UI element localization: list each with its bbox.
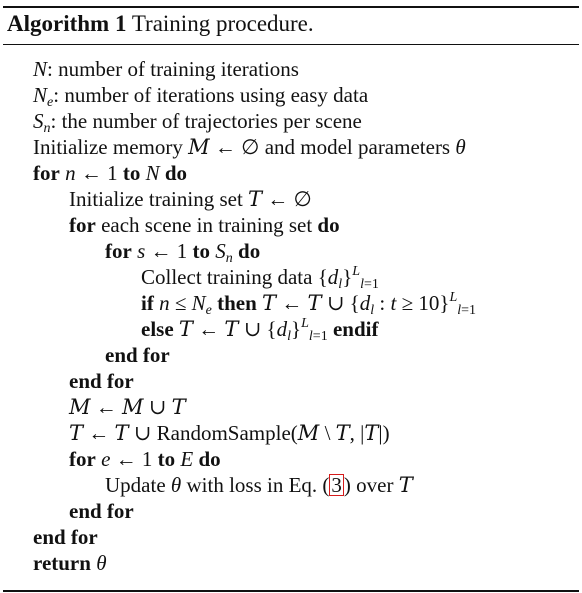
line-return: return θ — [33, 551, 107, 575]
param-sn-desc: : the number of trajectories per scene — [50, 109, 362, 133]
algorithm-label: Algorithm 1 — [7, 11, 127, 36]
line-end-for-scene: end for — [69, 369, 134, 393]
each-scene-text: each scene in training set — [101, 213, 313, 237]
header-rule — [3, 44, 579, 45]
init-training-text: Initialize training set — [69, 187, 243, 211]
line-collect: Collect training data $\{d_l\}^L_{l=1}$ — [141, 264, 379, 292]
symbol-sn: $S_n$ — [33, 109, 51, 136]
line-param-sn — [33, 108, 362, 134]
algorithm-title: Training procedure. — [131, 11, 314, 36]
line-update: Update θ with loss in Eq. (3) over T — [105, 473, 413, 497]
line-param-n — [33, 56, 299, 82]
init-memory-text: Initialize memory — [33, 135, 183, 159]
line-for-scene: for each scene in training set do — [69, 213, 340, 237]
symbol-n: N — [33, 57, 48, 81]
param-ne-desc: : number of iterations using easy data — [53, 83, 369, 107]
collect-text: Collect training data — [141, 265, 313, 289]
line-random-sample: T ← T ∪ RandomSample(M \ T, |T|) — [69, 421, 390, 445]
line-for-e: for e ← 1 to E do — [69, 447, 221, 471]
line-end-for-s: end for — [105, 343, 170, 367]
update-text: Update — [105, 473, 166, 497]
bottom-rule — [3, 590, 579, 592]
line-end-for-e: end for — [69, 499, 134, 523]
line-init-training: Initialize training set T ← ∅ — [69, 187, 312, 211]
with-loss-text: with loss in Eq. — [186, 473, 318, 497]
line-end-for-n: end for — [33, 525, 98, 549]
and-model-text: and model parameters — [264, 135, 451, 159]
random-sample-text: RandomSample — [156, 421, 291, 445]
top-rule — [3, 6, 579, 8]
line-else: else T ← T ∪ $\{d_l\}^L_{l=1}$ endif — [141, 316, 379, 344]
line-for-n: for n ← 1 to N do — [33, 161, 188, 185]
param-n-desc: : number of training iterations — [47, 57, 299, 81]
algorithm-header — [7, 9, 314, 39]
equation-reference-link[interactable]: 3 — [331, 473, 342, 497]
line-param-ne — [33, 82, 368, 108]
line-for-s: for s ← 1 to $S_n$ do — [105, 239, 261, 266]
over-text: over — [356, 473, 394, 497]
line-init-memory: Initialize memory M ← ∅ and model parameters θ — [33, 135, 466, 159]
line-if: if $n \le N_e$ then T ← T ∪ {$d_l$ : t ≥ 10}$^L_{l=1}$ — [141, 290, 477, 318]
line-memory-update: M ← M ∪ T — [69, 395, 186, 419]
symbol-ne: $N_e$ — [33, 83, 54, 110]
